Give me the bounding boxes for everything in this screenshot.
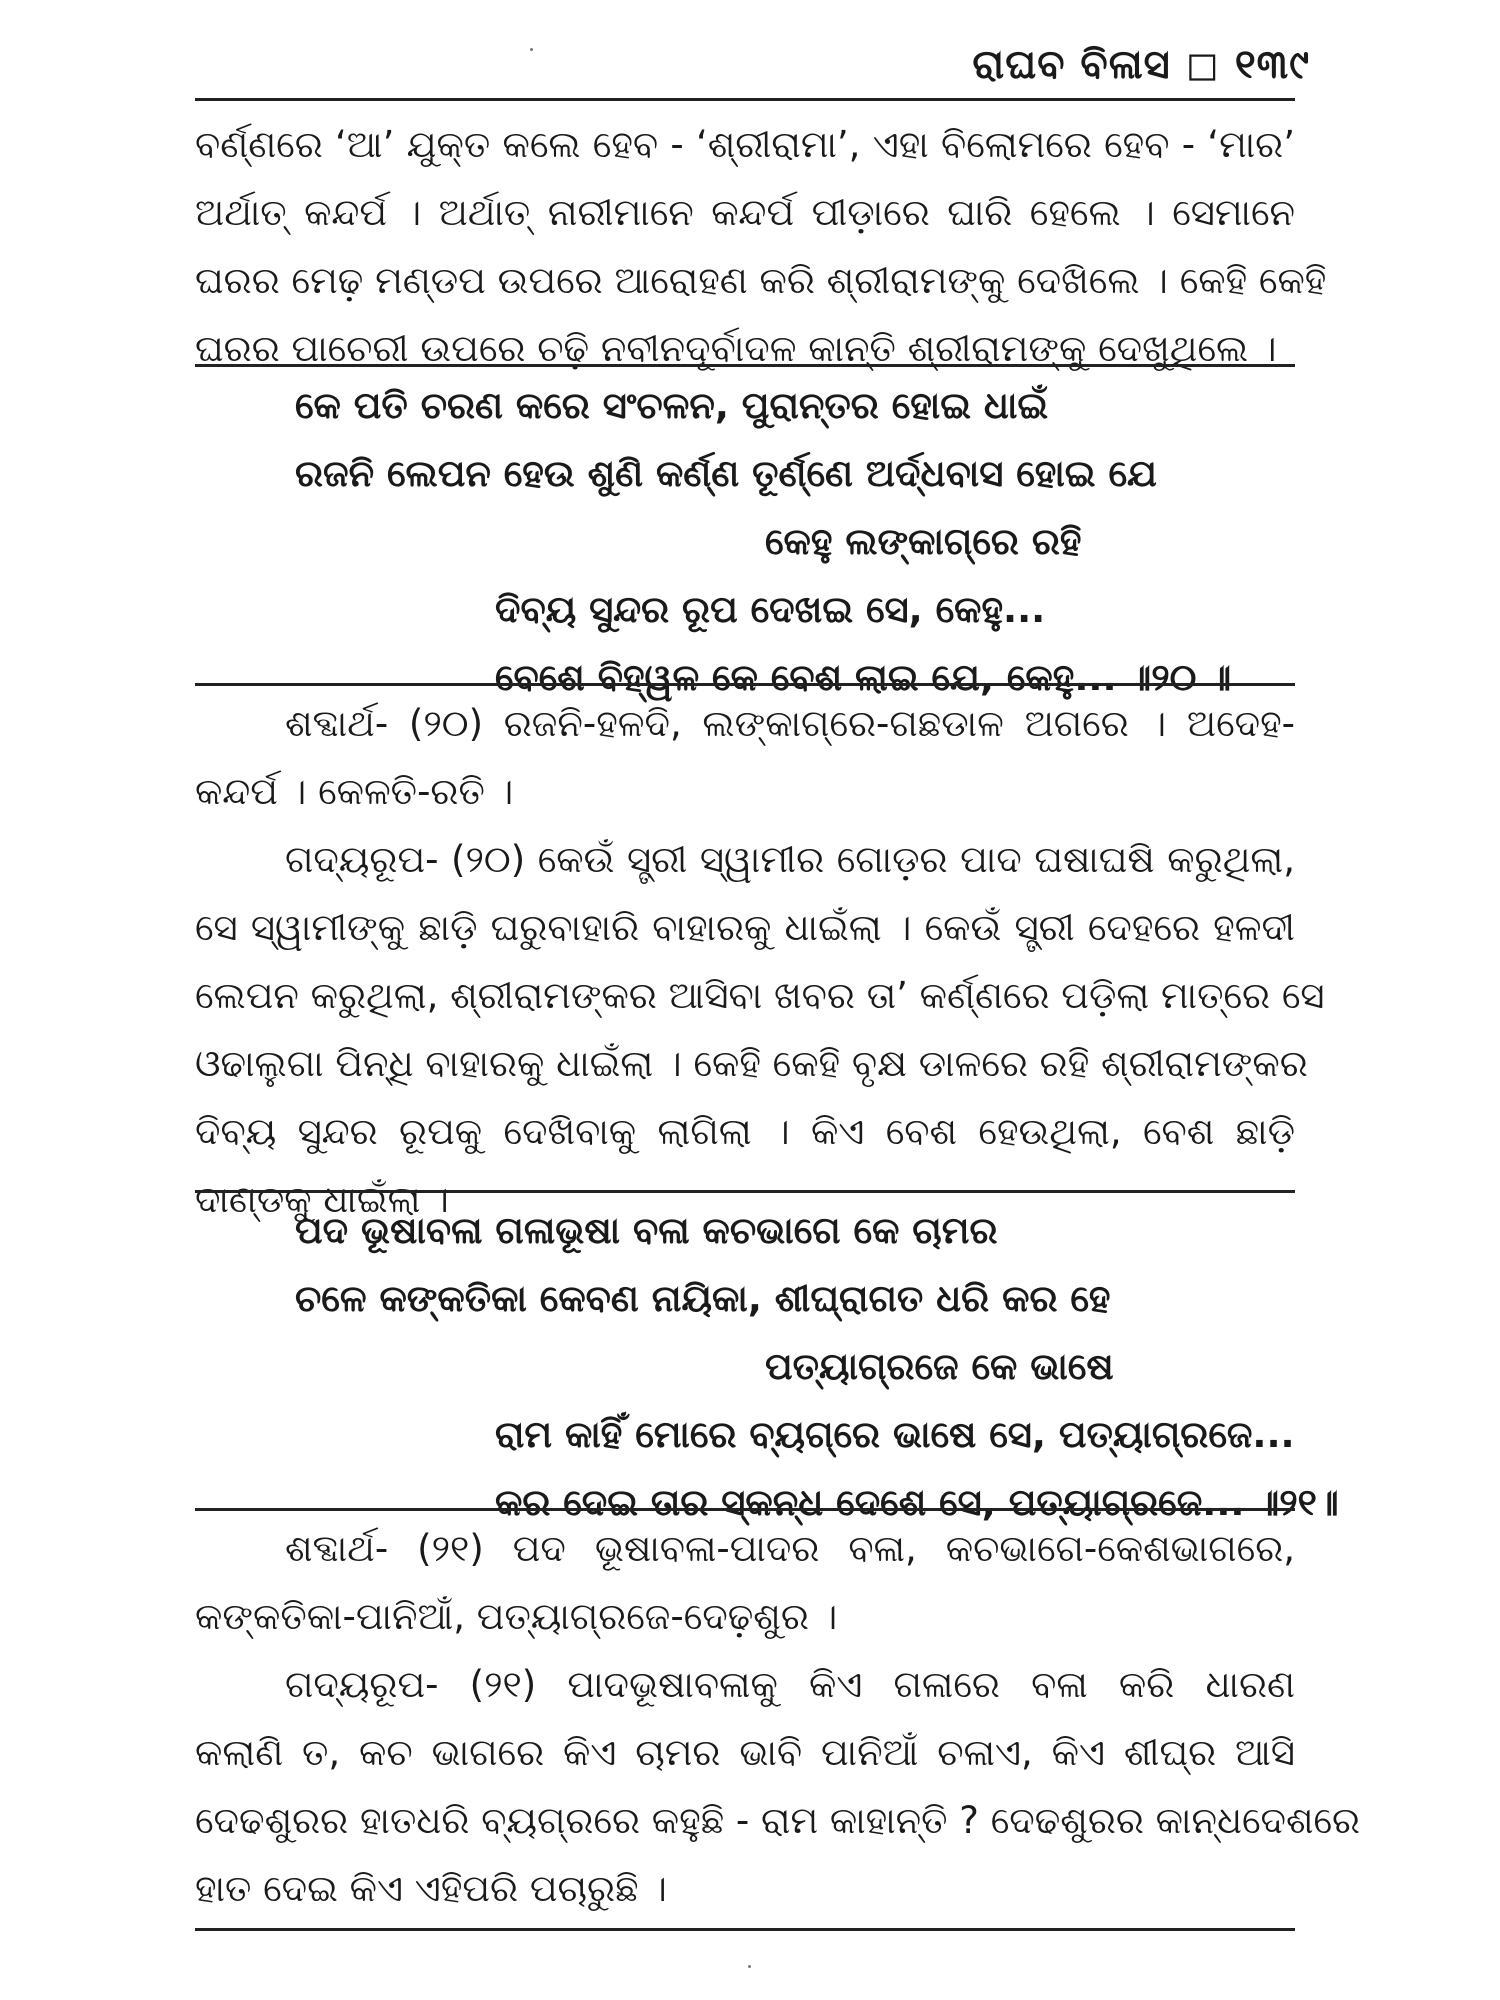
square-bullet-icon: ◻ xyxy=(1185,42,1220,88)
text-line: ଗଦ୍ୟରୂପ- (୨୧) ପାଦଭୂଷାବଳାକୁ କିଏ ଗଳାରେ ବଳା କରି ଧାରଣ xyxy=(285,1663,1295,1706)
text-line: କଙ୍କତିକା-ପାନିଆଁ, ପତ୍ୟାଗ୍ରଜେ-ଦେଢ଼ଶୁର । xyxy=(195,1595,838,1638)
text-line: ଶବ୍ଦାର୍ଥ- (୨୧) ପଦ ଭୂଷାବଳା-ପାଦର ବଳା, କଚଭାଗେ-କେଶଭାଗରେ, xyxy=(285,1527,1295,1570)
text-line: ଘରର ମେଢ଼ ମଣ୍ଡପ ଉପରେ ଆରୋହଣ କରି ଶ୍ରୀରାମଙ୍କୁ ଦେଖିଲେ । କେହି କେହି xyxy=(195,259,1327,302)
verse-20 xyxy=(195,372,1295,712)
commentary-block-1 xyxy=(195,111,1327,383)
verse-line: ରଜନି ଲେପନ ହେଉ ଶୁଣି କର୍ଣ୍ଣ ତୂର୍ଣ୍ଣେ ଅର୍ଦ୍ଧବାସ ହୋଇ ଯେ xyxy=(295,452,1157,495)
paper-speck xyxy=(748,1965,751,1968)
verse-line: ଦିବ୍ୟ ସୁନ୍ଦର ରୂପ ଦେଖଇ ସେ, କେହୁ... xyxy=(495,588,1046,631)
section-rule xyxy=(195,1508,1295,1511)
section-rule xyxy=(195,683,1295,686)
text-line: ଦାଣ୍ଡକୁ ଧାଇଁଲା । xyxy=(195,1178,449,1221)
section-rule xyxy=(195,1190,1295,1193)
text-line: ଗଦ୍ୟରୂପ- (୨୦) କେଉଁ ସ୍ତ୍ରୀ ସ୍ୱାମୀର ଗୋଡ଼ର ପାଦ ଘଷାଘଷି କରୁଥିଲା, xyxy=(285,838,1295,881)
paper-speck xyxy=(530,48,533,51)
text-line: କନ୍ଦର୍ପ । କେଳତି-ରତି । xyxy=(195,770,514,813)
verse-21 xyxy=(195,1197,1339,1537)
text-line: ହାତ ଦେଇ କିଏ ଏହିପରି ପଚାରୁଛି । xyxy=(195,1867,667,1910)
verse-line: ପଦ ଭୂଷାବଳା ଗଳାଭୂଷା ବଳା କଚଭାଗେ କେ ଚାମର xyxy=(295,1209,998,1252)
meaning-block-20 xyxy=(195,690,1325,1234)
verse-line: ରାମ କାହିଁ ମୋରେ ବ୍ୟଗ୍ରେ ଭାଷେ ସେ, ପତ୍ୟାଗ୍ରଜେ... xyxy=(495,1413,1295,1456)
verse-line: କର ଦେଇ ତାର ସ୍କନ୍ଧ ଦେଶେ ସେ, ପତ୍ୟାଗ୍ରଜେ... ॥୨୧॥ xyxy=(495,1481,1339,1524)
text-line: ବର୍ଣ୍ଣରେ ‘ଆ’ ଯୁକ୍ତ କଲେ ହେବ - ‘ଶ୍ରୀରାମା’, ଏହା ବିଲୋମରେ ହେବ - ‘ମାର’ xyxy=(195,123,1295,166)
text-line: ସେ ସ୍ୱାମୀଙ୍କୁ ଛାଡ଼ି ଘରୁବାହାରି ବାହାରକୁ ଧାଇଁଲା । କେଉଁ ସ୍ତ୍ରୀ ଦେହରେ ହଳଦୀ xyxy=(195,906,1295,949)
verse-line: ପତ୍ୟାଗ୍ରଜେ କେ ଭାଷେ xyxy=(765,1345,1114,1388)
footer-rule xyxy=(195,1928,1295,1931)
text-line: ଅର୍ଥାତ୍ କନ୍ଦର୍ପ । ଅର୍ଥାତ୍ ନାରୀମାନେ କନ୍ଦର୍ପ ପୀଡ଼ାରେ ଘାରି ହେଲେ । ସେମାନେ xyxy=(195,191,1295,234)
text-line: ଦେଢଶୁରର ହାତଧରି ବ୍ୟଗ୍ରରେ କହୁଛି - ରାମ କାହାନ୍ତି ? ଦେଢଶୁରର କାନ୍ଧଦେଶରେ xyxy=(195,1799,1361,1842)
text-line: ଶବ୍ଦାର୍ଥ- (୨୦) ରଜନି-ହଳଦି, ଲଙ୍କାଗ୍ରେ-ଗଛଡାଳ ଅଗରେ । ଅଦେହ- xyxy=(285,702,1295,745)
book-title: ରାଘବ ବିଳାସ xyxy=(972,42,1171,88)
page-number: ୧୩୯ xyxy=(1234,42,1310,88)
section-rule xyxy=(195,364,1295,367)
verse-line: ଚଳେ କଙ୍କତିକା କେବଣ ନାୟିକା, ଶୀଘ୍ରାଗତ ଧରି କର ହେ xyxy=(295,1277,1111,1320)
verse-line: କେ ପତି ଚରଣ କରେ ସଂଚଳନ, ପୁରାନ୍ତର ହୋଇ ଧାଇଁ xyxy=(295,384,1049,427)
text-line: ଦିବ୍ୟ ସୁନ୍ଦର ରୂପକୁ ଦେଖିବାକୁ ଲାଗିଲା । କିଏ ବେଶ ହେଉଥିଲା, ବେଶ ଛାଡ଼ି xyxy=(195,1110,1295,1153)
text-line: ଓଢାଲୁଗା ପିନ୍ଧି ବାହାରକୁ ଧାଇଁଲା । କେହି କେହି ବୃକ୍ଷ ଡାଳରେ ରହି ଶ୍ରୀରାମଙ୍କର xyxy=(195,1042,1308,1085)
text-line: କଲାଣି ତ, କଚ ଭାଗରେ କିଏ ଚାମର ଭାବି ପାନିଆଁ ଚଳାଏ, କିଏ ଶୀଘ୍ର ଆସି xyxy=(195,1731,1295,1774)
meaning-block-21 xyxy=(195,1515,1361,1923)
header-rule xyxy=(195,98,1295,101)
text-line: ଲେପନ କରୁଥିଲା, ଶ୍ରୀରାମଙ୍କର ଆସିବା ଖବର ତା’ କର୍ଣ୍ଣରେ ପଡ଼ିଲା ମାତ୍ରେ ସେ xyxy=(195,974,1325,1017)
verse-line: ବେଶେ ବିହ୍ୱଳ କେ ବେଶ ଲାଇ ଯେ, କେହୁ... ॥୨୦ ॥ xyxy=(495,656,1232,699)
text-line: ଘରର ପାଚେରୀ ଉପରେ ଚଢ଼ି ନବୀନଦୂର୍ବାଦଳ କାନ୍ତି ଶ୍ରୀରାମଙ୍କୁ ଦେଖୁଥିଲେ । xyxy=(195,327,1277,370)
verse-line: କେହୁ ଲଙ୍କାଗ୍ରେ ରହି xyxy=(765,520,1082,563)
running-header xyxy=(972,42,1310,88)
